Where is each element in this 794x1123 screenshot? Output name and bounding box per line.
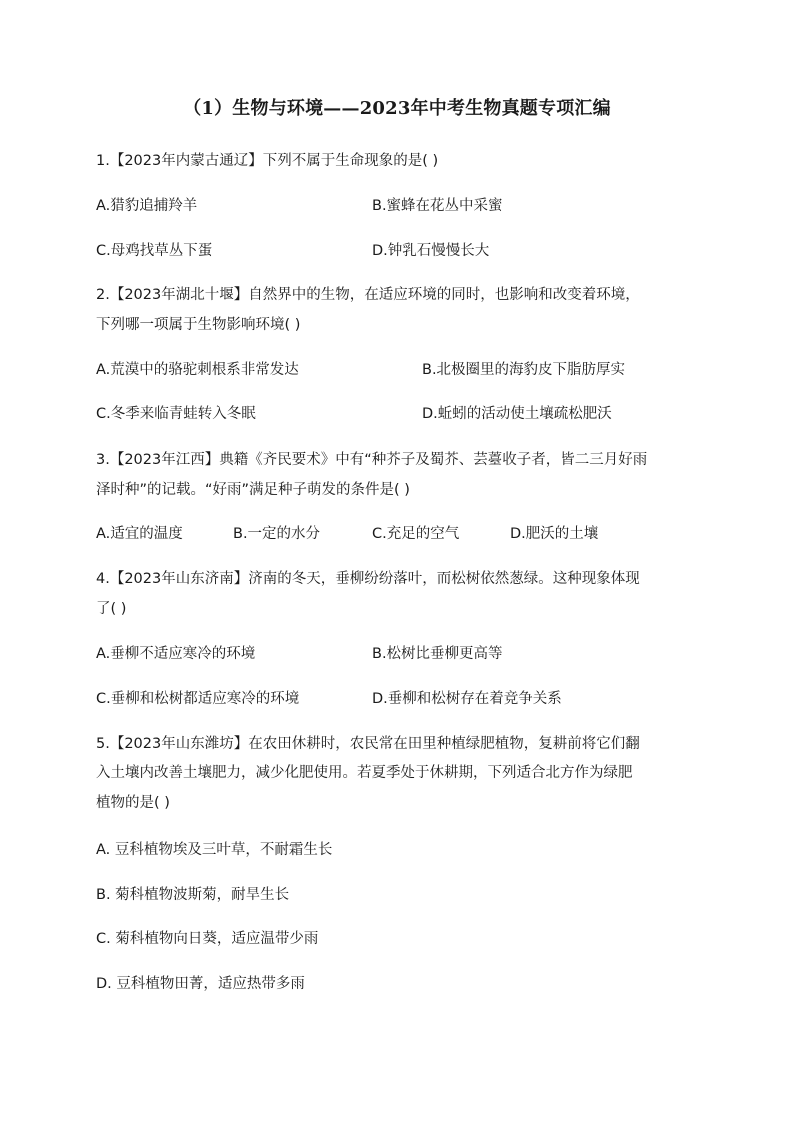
- question-5-option-b: B. 菊科植物波斯菊，耐旱生长: [96, 887, 290, 903]
- question-5-stem-line-3: 植物的是( ): [96, 795, 170, 811]
- question-3-option-b: B.一定的水分: [233, 526, 321, 542]
- question-3-stem-line-2: 泽时种”的记载。“好雨”满足种子萌发的条件是( ): [96, 482, 410, 498]
- page-title: （1）生物与环境——2023年中考生物真题专项汇编: [183, 98, 611, 119]
- question-3-option-d: D.肥沃的土壤: [510, 526, 599, 542]
- question-4-option-a: A.垂柳不适应寒冷的环境: [96, 646, 256, 662]
- question-5-stem-line-2: 入土壤内改善土壤肥力，减少化肥使用。若夏季处于休耕期，下列适合北方作为绿肥: [96, 765, 633, 781]
- question-1-option-d: D.钟乳石慢慢长大: [372, 243, 490, 259]
- question-2-option-b: B.北极圈里的海豹皮下脂肪厚实: [422, 362, 626, 378]
- question-3-option-a: A.适宜的温度: [96, 526, 183, 542]
- question-5-stem-line-1: 5.【2023年山东潍坊】在农田休耕时，农民常在田里种植绿肥植物，复耕前将它们翻: [96, 736, 640, 752]
- question-4-option-d: D.垂柳和松树存在着竞争关系: [372, 691, 562, 707]
- question-2-option-c: C.冬季来临青蛙转入冬眠: [96, 406, 256, 422]
- question-4-stem-line-2: 了( ): [96, 601, 127, 617]
- question-2-stem-line-2: 下列哪一项属于生物影响环境( ): [96, 317, 301, 333]
- question-5-option-a: A. 豆科植物埃及三叶草，不耐霜生长: [96, 842, 333, 858]
- question-5-option-c: C. 菊科植物向日葵，适应温带少雨: [96, 931, 319, 947]
- question-4-stem-line-1: 4.【2023年山东济南】济南的冬天，垂柳纷纷落叶，而松树依然葱绿。这种现象体现: [96, 571, 640, 587]
- question-3-option-c: C.充足的空气: [372, 526, 460, 542]
- question-4-option-b: B.松树比垂柳更高等: [372, 646, 503, 662]
- question-1-option-c: C.母鸡找草丛下蛋: [96, 243, 213, 259]
- question-2-stem-line-1: 2.【2023年湖北十堰】自然界中的生物，在适应环境的同时，也影响和改变着环境，: [96, 287, 640, 303]
- question-4-option-c: C.垂柳和松树都适应寒冷的环境: [96, 691, 300, 707]
- question-1-option-b: B.蜜蜂在花丛中采蜜: [372, 198, 503, 214]
- question-5-option-d: D. 豆科植物田菁，适应热带多雨: [96, 976, 305, 992]
- question-3-stem-line-1: 3.【2023年江西】典籍《齐民要术》中有“种芥子及蜀芥、芸薹收子者，皆二三月好雨: [96, 452, 648, 468]
- question-2-option-d: D.蚯蚓的活动使土壤疏松肥沃: [422, 406, 612, 422]
- question-2-option-a: A.荒漠中的骆驼刺根系非常发达: [96, 362, 299, 378]
- question-1-option-a: A.猎豹追捕羚羊: [96, 198, 198, 214]
- question-1-stem: 1.【2023年内蒙古通辽】下列不属于生命现象的是( ): [96, 153, 439, 169]
